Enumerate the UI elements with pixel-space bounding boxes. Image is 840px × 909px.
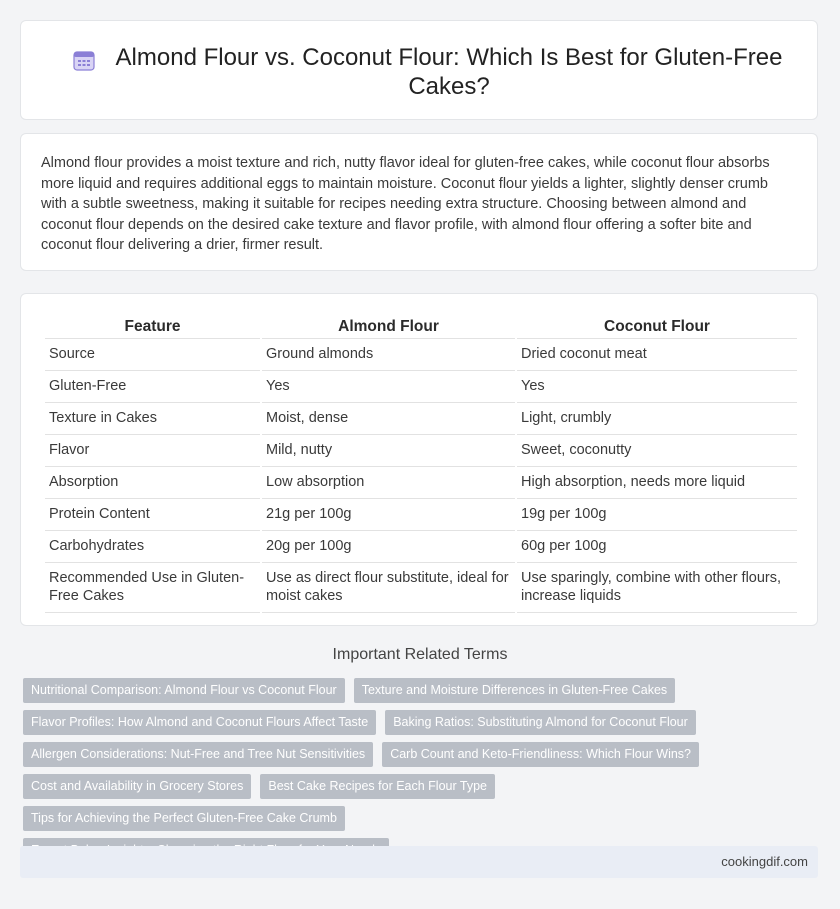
related-term-tag[interactable]: Nutritional Comparison: Almond Flour vs Coconut Flour [23, 678, 345, 703]
table-row [45, 467, 797, 499]
coconut-cell: Light, crumbly [517, 403, 797, 435]
related-term-tag[interactable]: Cost and Availability in Grocery Stores [23, 774, 251, 799]
related-terms-heading: Important Related Terms [332, 646, 508, 663]
related-term-tag[interactable]: Carb Count and Keto-Friendliness: Which Flour Wins? [382, 742, 699, 767]
coconut-cell: 19g per 100g [517, 499, 797, 531]
intro-paragraph: Almond flour provides a moist texture and rich, nutty flavor ideal for gluten-free cakes, while coconut flour absorbs more liquid and requires additional eggs to maintain moisture. Coconut flour yields a lighter, slightly denser crumb with a subtle sweetness, making it suitable for recipes needing extra structure. Choosing between almond and coconut flour depends on the desired cake texture and flavor profile, with almond flour offering a softer bite and coconut flour delivering a drier, firmer result. [41, 155, 770, 253]
coconut-cell: Use sparingly, combine with other flours, increase liquids [517, 563, 797, 613]
table-row [45, 403, 797, 435]
almond-cell: Use as direct flour substitute, ideal for moist cakes [262, 563, 515, 613]
coconut-cell: Yes [517, 371, 797, 403]
table-row [45, 563, 797, 613]
related-term-tag[interactable]: Best Cake Recipes for Each Flour Type [260, 774, 495, 799]
feature-cell: Carbohydrates [45, 531, 260, 563]
table-row [45, 339, 797, 371]
feature-cell: Protein Content [45, 499, 260, 531]
related-term-tag[interactable]: Tips for Achieving the Perfect Gluten-Free Cake Crumb [23, 806, 345, 831]
calendar-icon [73, 49, 95, 71]
coconut-cell: Dried coconut meat [517, 339, 797, 371]
header-coconut-flour: Coconut Flour [517, 316, 797, 339]
table-row [45, 499, 797, 531]
header-feature: Feature [45, 316, 260, 339]
almond-cell: Yes [262, 371, 515, 403]
title-card [20, 20, 818, 120]
related-term-tag[interactable]: Allergen Considerations: Nut-Free and Tree Nut Sensitivities [23, 742, 373, 767]
comparison-table-card [20, 293, 818, 626]
almond-cell: 20g per 100g [262, 531, 515, 563]
related-term-tag[interactable]: Texture and Moisture Differences in Gluten-Free Cakes [354, 678, 675, 703]
almond-cell: Mild, nutty [262, 435, 515, 467]
almond-cell: 21g per 100g [262, 499, 515, 531]
table-header-row [45, 316, 797, 339]
site-name[interactable]: cookingdif.com [721, 854, 808, 869]
feature-cell: Absorption [45, 467, 260, 499]
feature-cell: Gluten-Free [45, 371, 260, 403]
footer [20, 846, 818, 878]
table-row [45, 531, 797, 563]
almond-cell: Ground almonds [262, 339, 515, 371]
related-term-tag[interactable]: Baking Ratios: Substituting Almond for Coconut Flour [385, 710, 696, 735]
feature-cell: Texture in Cakes [45, 403, 260, 435]
page-title: Almond Flour vs. Coconut Flour: Which Is Best for Gluten-Free Cakes? [115, 44, 783, 100]
header-almond-flour: Almond Flour [262, 316, 515, 339]
intro-card [20, 133, 818, 271]
table-row [45, 435, 797, 467]
coconut-cell: 60g per 100g [517, 531, 797, 563]
related-terms-list [23, 678, 803, 870]
coconut-cell: High absorption, needs more liquid [517, 467, 797, 499]
comparison-table [43, 316, 799, 613]
almond-cell: Moist, dense [262, 403, 515, 435]
title-wrap [21, 43, 817, 101]
coconut-cell: Sweet, coconutty [517, 435, 797, 467]
feature-cell: Recommended Use in Gluten-Free Cakes [45, 563, 260, 613]
feature-cell: Source [45, 339, 260, 371]
related-term-tag[interactable]: Flavor Profiles: How Almond and Coconut Flours Affect Taste [23, 710, 376, 735]
table-row [45, 371, 797, 403]
almond-cell: Low absorption [262, 467, 515, 499]
feature-cell: Flavor [45, 435, 260, 467]
